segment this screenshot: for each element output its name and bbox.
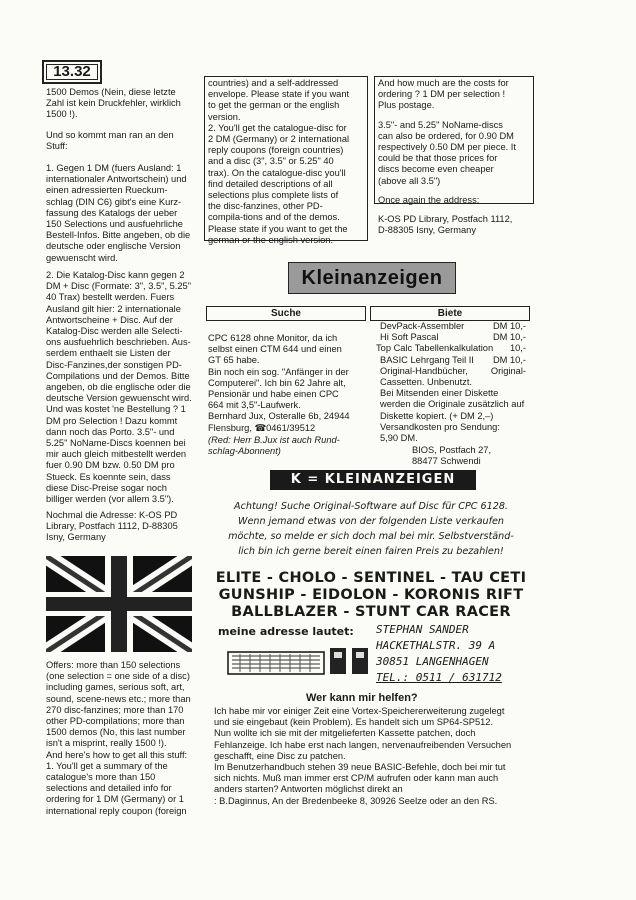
k-ad-line-2: Wenn jemand etwas von der folgenden Liste verkaufen	[238, 516, 504, 527]
k-ad-games-line-2: GUNSHIP - EIDOLON - KORONIS RIFT	[218, 587, 524, 603]
biete-item: Top Calc Tabellenkalkulation 10,-	[376, 343, 526, 354]
k-ad-games-line-3: BALLBLAZER - STUNT CAR RACER	[231, 604, 511, 620]
k-ad-address-name: STEPHAN SANDER	[376, 623, 469, 636]
k-kleinanzeigen-banner-text: K = KLEINANZEIGEN	[290, 472, 456, 487]
pricing-info-box	[374, 76, 534, 236]
k-ad-address-street: HACKETHALSTR. 39 A	[376, 639, 496, 652]
suche-ad-text: CPC 6128 ohne Monitor, da ich selbst einen CTM 644 und einen GT 65 habe. Bin noch ein sog. "Anfänger in der Computerei". Ich bin 62 Jahre alt, Pensionär und habe einen CPC 664 mit 3,5"-Laufwerk. Bernhard Jux, Osteralle 6b, 24944 Flensburg, ☎0461/39512	[208, 333, 350, 433]
left-paragraph-offers-english: Offers: more than 150 selections (one selection = one side of a disc) including games, serious soft, art, sound, scene-news etc.; more than 270 disc-fanzines; more than 170 other PD-compilations; more than 1500 demos (No, this last number isn't a misprint, really 1500 !). And here's how to get all this stuff: 1. You'll get a summary of the catalogue's more than 150 selections and detailed info for ordering for 1 DM (Germany) or 1 international reply coupon (foreign	[46, 660, 191, 816]
left-paragraph-option-1: 1. Gegen 1 DM (fuers Ausland: 1 internationaler Antwortschein) und einen adressierten Rueckum- schlag (DIN C6) gibt's eine Kurz- fassung des Katalogs der ueber 150 Selections und ausfuehrliche Bestell-Infos. Bitte angeben, ob die deutsche oder englische Version gewuenscht wird.	[46, 163, 191, 263]
kleinanzeigen-title: Kleinanzeigen	[301, 267, 443, 289]
kleinanzeigen-title-box	[288, 262, 456, 294]
pricing-disc-info: 3.5"- and 5.25" NoName-discs can also be ordered, for 0.90 DM respectively 0.50 DM per piece. It could be that those prices for discs become even cheaper (above all 3.5")	[378, 119, 516, 186]
english-info-text: countries) and a self-addressed envelope. Please state if you want to get the german or the english version. 2. You'll get the catalogue-disc for 2 DM (Germany) or 2 international reply coupons (foreign countries) and a disc (3", 3.5" or 5.25" 40 trax). On the catalogue-disc you'll find detailed descriptions of all selections plus complete lists of the disc-fanzines, other PD- compila-tions and of the demos. Please state if you want to get the german or the english version.	[208, 78, 350, 245]
union-jack-flag	[46, 556, 192, 652]
left-paragraph-option-2: 2. Die Katalog-Disc kann gegen 2 DM + Disc (Formate: 3", 3.5", 5.25" 40 Trax) bestellt werden. Fuers Ausland gilt hier: 2 internationale Antwortscheine + Disc. Auf der Katalog-Disc werden alle Selecti- ons ausfuehrlich beschrieben. Aus- serdem enthaelt sie Listen der Disc-Fanzines,der sonstigen PD- Compilations und der Demos. Bitte angeben, ob die englische oder die deutsche Version gewuenscht wird. Und was kostet 'ne Bestellung ? 1 DM pro Selection ! Dazu kommt dann noch das Porto. 3.5"- und 5.25" NoName-Discs koennen bei mir auch gleich mitbestellt werden fuer 0.90 DM bzw. 0.50 DM pro Stueck. Es koennte sein, dass diese Disc-Preise sogar noch billiger werden (vor allem 3.5").	[46, 270, 192, 505]
cpc-computer-illustration	[226, 642, 374, 678]
pricing-address: K-OS PD Library, Postfach 1112, D-88305 Isny, Germany	[378, 214, 513, 236]
k-ad-address-city: 30851 LANGENHAGEN	[376, 655, 489, 668]
k-kleinanzeigen-banner	[270, 470, 476, 490]
help-title: Wer kann mir helfen?	[306, 692, 418, 704]
k-ad-line-3: möchte, so melde er sich doch mal bei mir. Selbstverständ-	[228, 531, 514, 542]
page-number: 13.32	[42, 60, 102, 84]
left-paragraph-intro: Und so kommt man ran an den Stuff:	[46, 130, 174, 152]
k-ad-line-4: lich bin ich gerne bereit einen fairen Preis zu bezahlen!	[238, 546, 504, 557]
biete-ad-text: Cassetten. Unbenutzt. Bei Mitsenden einer Diskette werden die Originale zusätzlich auf Diskette kopiert. (+ DM 2,–) Versandkosten pro Sendung: 5,90 DM.	[380, 376, 525, 443]
suche-header: Suche	[206, 306, 366, 321]
k-ad-games-line-1: ELITE - CHOLO - SENTINEL - TAU CETI	[215, 570, 527, 586]
k-ad-line-1: Achtung! Suche Original-Software auf Disc für CPC 6128.	[234, 501, 508, 512]
biete-header: Biete	[370, 306, 530, 321]
biete-item: BASIC Lehrgang Teil II DM 10,-	[380, 354, 526, 365]
biete-ad-signature: BIOS, Postfach 27, 88477 Schwendi	[412, 445, 492, 467]
left-paragraph-address: Nochmal die Adresse: K-OS PD Library, Postfach 1112, D-88305 Isny, Germany	[46, 510, 178, 543]
suche-ad-note: (Red: Herr B.Jux ist auch Rund- schlag-Abonnent)	[208, 435, 340, 457]
pricing-address-label: Once again the address:	[378, 194, 480, 205]
english-info-box	[204, 76, 368, 245]
help-text: Ich habe mir vor einiger Zeit eine Vortex-Speichererweiterung zugelegt und sie eingebaut (kein Problem). Es handelt sich um SP64-SP512. Nun wollte ich sie mit der mitgelieferten Kassette patchen, doch Fehlanzeige. Ich habe erst nach langen, nervenaufreibenden Versuchen geschafft, eine Disc zu patchen. Im Benutzerhandbuch stehen 39 neue BASIC-Befehle, doch bei mir tut sich nichts. Muß man immer erst CP/M aufrufen oder kann man auch anders starten? Antworten möglichst direkt an : B.Daginnus, An der Bredenbeeke 8, 30926 Seelze oder an den RS.	[214, 706, 512, 806]
biete-item: Original-Handbücher, Original-	[380, 365, 526, 376]
k-ad-address-phone: TEL.: 0511 / 631712	[376, 671, 502, 684]
biete-item: DevPack-Assembler DM 10,-	[380, 321, 526, 331]
pricing-question: And how much are the costs for ordering ? 1 DM per selection ! Plus postage.	[378, 78, 509, 111]
left-paragraph-demos: 1500 Demos (Nein, diese letzte Zahl ist kein Druckfehler, wirklich 1500 !).	[46, 87, 181, 120]
biete-list	[376, 321, 534, 468]
k-ad-address-label: meine adresse lautet:	[218, 625, 354, 638]
biete-item: Hi Soft Pascal DM 10,-	[380, 332, 526, 343]
